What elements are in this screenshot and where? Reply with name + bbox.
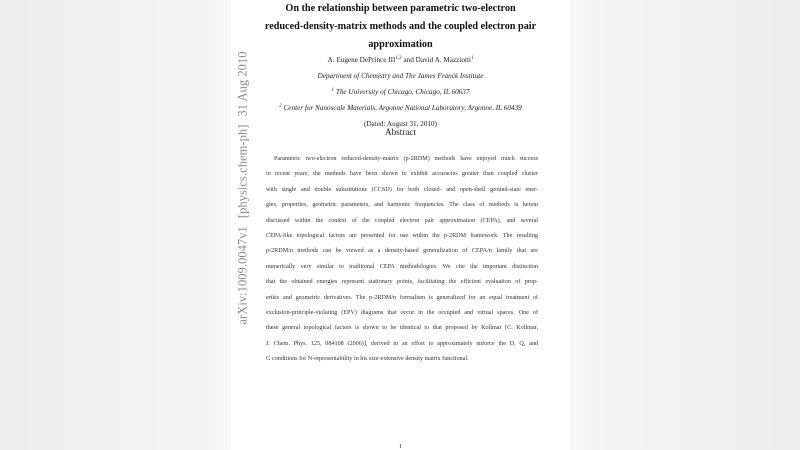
title-line-2: reduced-density-matrix methods and the coupled electron pair [264,21,537,32]
abstract-line: p-2RDM/n methods can be viewed as a density-based generalization of CEPA/n family that are [266,248,538,255]
abstract-line: these general topological factors is shown to be identical to that proposed by Kollmar [C. Kollmar, [266,325,538,332]
abstract-line: numerically very similar to traditional CEPA methodologies. We cite the important distinction [266,263,538,270]
document-page [231,0,570,450]
abstract-heading: Abstract [384,127,417,137]
dated-line: (Dated: August 31, 2010) [363,120,438,128]
title-line-1: On the relationship between parametric two-electron [285,3,516,14]
abstract-line: erties and geometric derivatives. The p-2RDM/n formalism is generalized for an equal treatment of [266,294,538,301]
arxiv-id: arXiv:1009.0047v1 [235,226,250,325]
affiliation-1-text: The University of Chicago, Chicago, IL 60637 [335,88,470,96]
author-2-affiliation-marks: 1 [470,56,474,61]
abstract-line: that the obtained energies represent stationary points, facilitating the efficient evaluation of prop- [266,279,538,286]
affiliation-1-mark: 1 [331,88,335,93]
affiliation-1 [231,84,570,100]
abstract-line: discussed within the context of the coupled electron pair approximation (CEPA), and several [266,217,538,224]
author-2: David A. Mazziotti [415,56,471,64]
department: Department of Chemistry and The James Franck Institute [317,72,484,80]
viewer-background-right [570,0,800,450]
abstract-line: gies, properties, geometric parameters, and harmonic frequencies. The class of methods is herein [266,202,538,209]
abstract-line: J. Chem. Phys. 125, 084108 (2006)], derived in an effort to approximately enforce the D, Q, and [266,340,538,347]
arxiv-date: 31 Aug 2010 [235,51,250,117]
paper-title [231,0,570,54]
abstract-line: with single and double substitutions (CCSD) for both closed- and open-shell ground-state ener- [266,186,538,193]
author-1: A. Eugene DePrince III [327,56,396,64]
abstract-line: G conditions for N-representability in his size-extensive density matrix functional. [266,356,469,363]
affiliation-2 [231,100,570,116]
affiliation-2-text: Center for Nanoscale Materials, Argonne National Laboratory, Argonne, IL 60439 [283,104,522,112]
abstract-line: in recent years; the methods have been shown to exhibit accuracies greater than coupled cluster [266,171,538,178]
abstract-line: exclusion-principle-violating (EPV) diagrams that occur in the occupied and virtual spaces. One of [266,309,538,316]
viewer-background-left [0,0,231,450]
page-number: 1 [398,443,403,450]
arxiv-stamp [236,51,251,324]
title-line-3: approximation [368,39,433,50]
arxiv-category: [physics.chem-ph] [235,124,250,219]
abstract-line: CEPA-like topological factors are presented for use within the p-2RDM framework. The resulting [266,232,538,239]
abstract-body [266,152,538,367]
author-line [231,52,570,68]
author-1-affiliation-marks: 1,2 [395,56,402,61]
affiliation-2-mark: 2 [279,104,282,109]
authors-block [231,52,570,132]
abstract-line: Parametric two-electron reduced-density-matrix (p-2RDM) methods have enjoyed much success [274,156,538,162]
author-conjunction: and [401,56,416,64]
